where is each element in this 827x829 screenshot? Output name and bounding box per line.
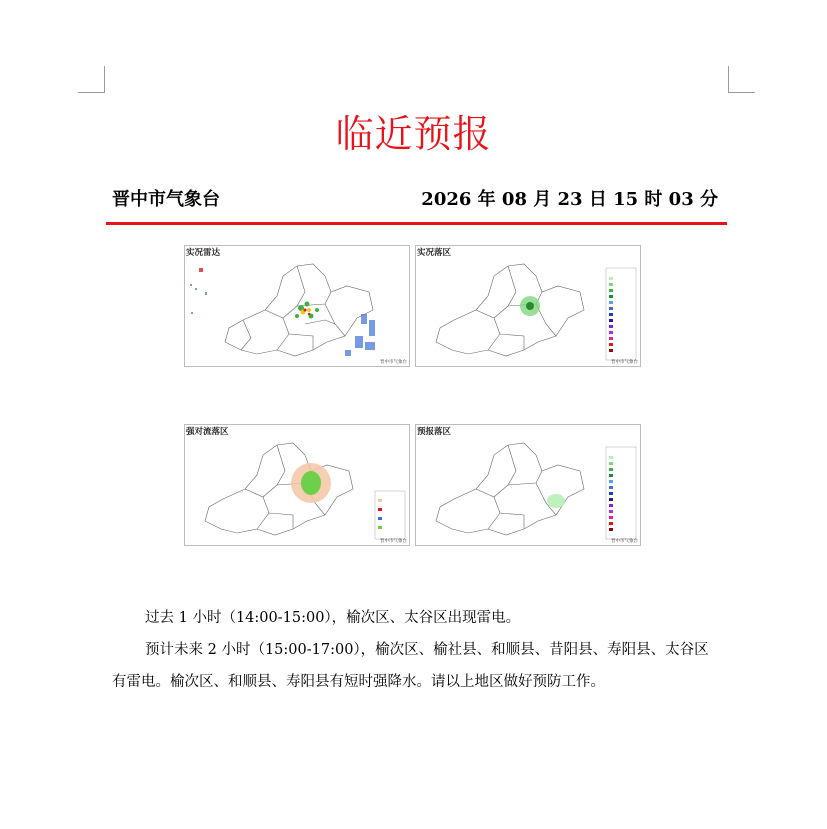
observed-rain-map-credit: 晋中市气象台: [611, 360, 638, 365]
convection-map-credit: 晋中市气象台: [380, 539, 407, 544]
forecast-rain-map-graphic: [416, 425, 640, 545]
issuing-organization: 晋中市气象台: [112, 189, 220, 210]
past-hour-summary: 过去 1 小时（14:00-15:00），榆次区、太谷区出现雷电。: [145, 610, 521, 626]
forecast-summary: 预计未来 2 小时（15:00-17:00），榆次区、榆社县、和顺县、昔阳县、寿阳县、太谷区有雷电。榆次区、和顺县、寿阳县有短时强降水。请以上地区做好预防工作。: [112, 642, 709, 690]
observed-rain-map: [415, 245, 641, 367]
issue-time: 2026 年 08 月 23 日 15 时 03 分: [421, 189, 718, 210]
radar-map-title: 实况雷达: [186, 248, 221, 258]
radar-map-credit: 晋中市气象台: [380, 360, 407, 365]
header-divider: [106, 222, 727, 225]
page-corner-mark-top-left: [78, 66, 105, 93]
forecast-rain-map-title: 预报落区: [417, 427, 452, 437]
forecast-rain-map-credit: 晋中市气象台: [611, 539, 638, 544]
page-corner-mark-top-right: [728, 66, 755, 93]
observed-rain-map-title: 实况落区: [417, 248, 452, 258]
observed-rain-map-graphic: [416, 246, 640, 366]
document-title: 临近预报: [335, 112, 492, 156]
convection-map-title: 强对流落区: [186, 427, 229, 437]
forecast-rain-map: [415, 424, 641, 546]
radar-map: [184, 245, 410, 367]
radar-map-graphic: [185, 246, 409, 366]
convection-map: [184, 424, 410, 546]
convection-map-graphic: [185, 425, 409, 545]
